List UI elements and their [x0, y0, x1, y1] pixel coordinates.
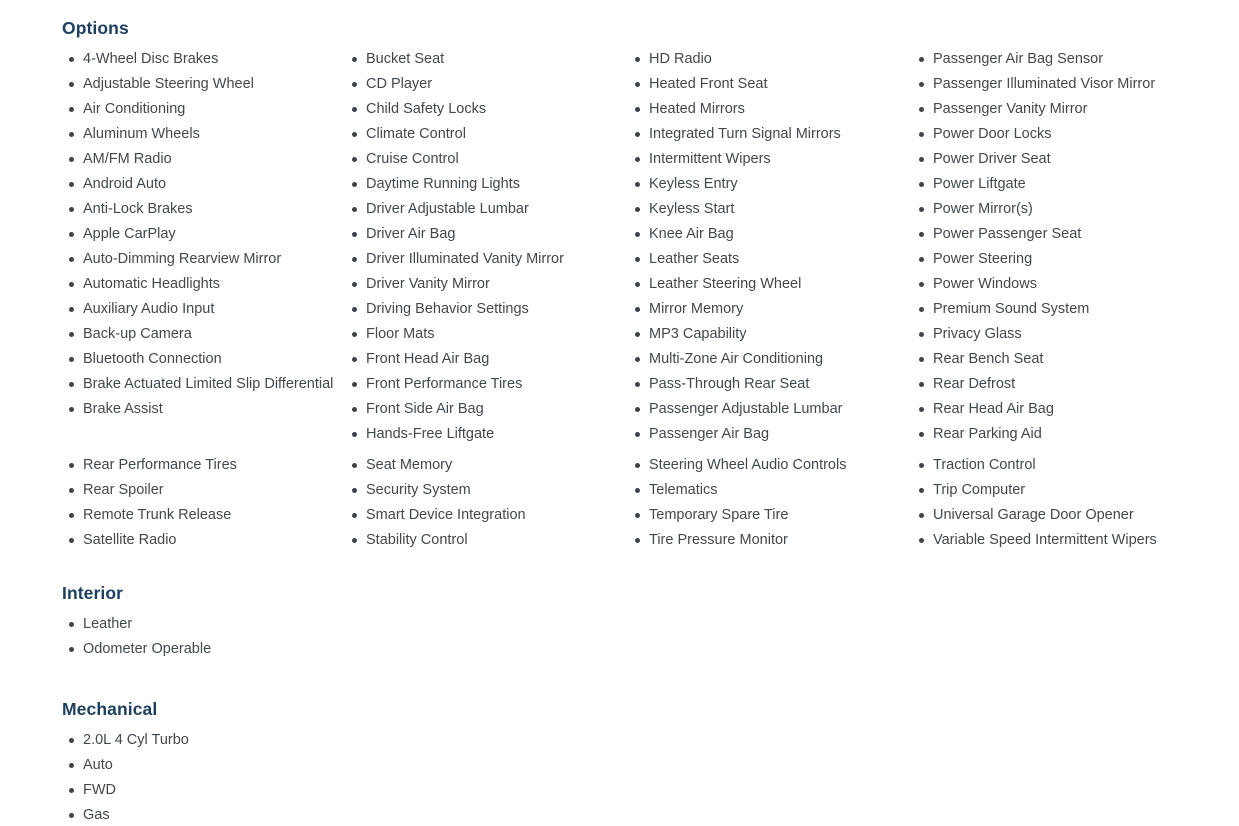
option-item: MP3 Capability [632, 323, 912, 345]
options-section-title: Options [62, 18, 129, 38]
option-item: Keyless Entry [632, 173, 912, 195]
option-item: Apple CarPlay [66, 223, 345, 245]
option-item: Security System [349, 479, 628, 501]
option-item: Climate Control [349, 123, 628, 145]
option-item: Hands-Free Liftgate [349, 423, 628, 445]
option-item: Anti-Lock Brakes [66, 198, 345, 220]
option-item: Heated Front Seat [632, 73, 912, 95]
option-item: Tire Pressure Monitor [632, 529, 912, 551]
option-item: Rear Performance Tires [66, 454, 345, 476]
option-item: Passenger Adjustable Lumbar [632, 398, 912, 420]
options-column-2a [345, 48, 628, 448]
option-item: AM/FM Radio [66, 148, 345, 170]
option-item: Passenger Air Bag Sensor [916, 48, 1212, 70]
option-item: Front Side Air Bag [349, 398, 628, 420]
option-item: Power Passenger Seat [916, 223, 1212, 245]
options-section [62, 18, 1239, 554]
option-item: Child Safety Locks [349, 98, 628, 120]
option-item: Driver Adjustable Lumbar [349, 198, 628, 220]
option-item: Passenger Air Bag [632, 423, 912, 445]
option-item: Leather Seats [632, 248, 912, 270]
option-item: Front Performance Tires [349, 373, 628, 395]
option-item: Power Mirror(s) [916, 198, 1212, 220]
option-item: Heated Mirrors [632, 98, 912, 120]
option-item: Rear Spoiler [66, 479, 345, 501]
option-item: Bucket Seat [349, 48, 628, 70]
option-item: Back-up Camera [66, 323, 345, 345]
option-item: Rear Parking Aid [916, 423, 1212, 445]
option-item: Power Liftgate [916, 173, 1212, 195]
option-item: Knee Air Bag [632, 223, 912, 245]
option-item: Bluetooth Connection [66, 348, 345, 370]
option-item: Brake Actuated Limited Slip Differential [66, 373, 345, 395]
option-item: Power Windows [916, 273, 1212, 295]
option-item: Premium Sound System [916, 298, 1212, 320]
option-item: Remote Trunk Release [66, 504, 345, 526]
option-item: Rear Bench Seat [916, 348, 1212, 370]
option-item: Daytime Running Lights [349, 173, 628, 195]
option-item: Mirror Memory [632, 298, 912, 320]
options-column-4a [912, 48, 1212, 448]
options-column-3a [628, 48, 912, 448]
interior-list [62, 613, 1239, 660]
option-item: HD Radio [632, 48, 912, 70]
mechanical-section [62, 699, 1239, 826]
option-item: Smart Device Integration [349, 504, 628, 526]
option-item: Auto-Dimming Rearview Mirror [66, 248, 345, 270]
option-item: Auxiliary Audio Input [66, 298, 345, 320]
option-item: Seat Memory [349, 454, 628, 476]
options-column-2b [345, 454, 628, 554]
option-item: Stability Control [349, 529, 628, 551]
mechanical-item: Auto [66, 754, 1239, 776]
interior-item: Odometer Operable [66, 638, 1239, 660]
option-item: Rear Head Air Bag [916, 398, 1212, 420]
interior-section-title: Interior [62, 583, 124, 603]
mechanical-list [62, 729, 1239, 826]
option-item: Keyless Start [632, 198, 912, 220]
option-item: Driving Behavior Settings [349, 298, 628, 320]
option-item: Trip Computer [916, 479, 1212, 501]
option-item: Traction Control [916, 454, 1212, 476]
option-item: Power Driver Seat [916, 148, 1212, 170]
option-item: Driver Vanity Mirror [349, 273, 628, 295]
option-item: Universal Garage Door Opener [916, 504, 1212, 526]
option-item: Steering Wheel Audio Controls [632, 454, 912, 476]
mechanical-section-title: Mechanical [62, 699, 158, 719]
option-item: Leather Steering Wheel [632, 273, 912, 295]
option-item: Variable Speed Intermittent Wipers [916, 529, 1212, 551]
interior-item: Leather [66, 613, 1239, 635]
option-item: Floor Mats [349, 323, 628, 345]
option-item: Temporary Spare Tire [632, 504, 912, 526]
options-column-3b [628, 454, 912, 554]
mechanical-item: 2.0L 4 Cyl Turbo [66, 729, 1239, 751]
option-item: Multi-Zone Air Conditioning [632, 348, 912, 370]
options-column-1a [62, 48, 345, 448]
mechanical-item: Gas [66, 804, 1239, 826]
option-item: Pass-Through Rear Seat [632, 373, 912, 395]
option-item: Android Auto [66, 173, 345, 195]
option-item: Integrated Turn Signal Mirrors [632, 123, 912, 145]
option-item: Aluminum Wheels [66, 123, 345, 145]
option-item: Front Head Air Bag [349, 348, 628, 370]
option-item: Satellite Radio [66, 529, 345, 551]
mechanical-item: FWD [66, 779, 1239, 801]
option-item: Passenger Vanity Mirror [916, 98, 1212, 120]
option-item: Privacy Glass [916, 323, 1212, 345]
option-item: Brake Assist [66, 398, 345, 420]
options-grid-row-a [62, 48, 1239, 448]
option-item: 4-Wheel Disc Brakes [66, 48, 345, 70]
option-item: Air Conditioning [66, 98, 345, 120]
option-item: Driver Air Bag [349, 223, 628, 245]
interior-section [62, 583, 1239, 660]
option-item: Driver Illuminated Vanity Mirror [349, 248, 628, 270]
option-item: Power Door Locks [916, 123, 1212, 145]
option-item: Adjustable Steering Wheel [66, 73, 345, 95]
options-grid-row-b [62, 454, 1239, 554]
options-column-1b [62, 454, 345, 554]
option-item: Telematics [632, 479, 912, 501]
option-item: Automatic Headlights [66, 273, 345, 295]
option-item: Intermittent Wipers [632, 148, 912, 170]
option-item: Cruise Control [349, 148, 628, 170]
option-item: Rear Defrost [916, 373, 1212, 395]
option-item: Passenger Illuminated Visor Mirror [916, 73, 1212, 95]
options-column-4b [912, 454, 1212, 554]
option-item: Power Steering [916, 248, 1212, 270]
option-item: CD Player [349, 73, 628, 95]
